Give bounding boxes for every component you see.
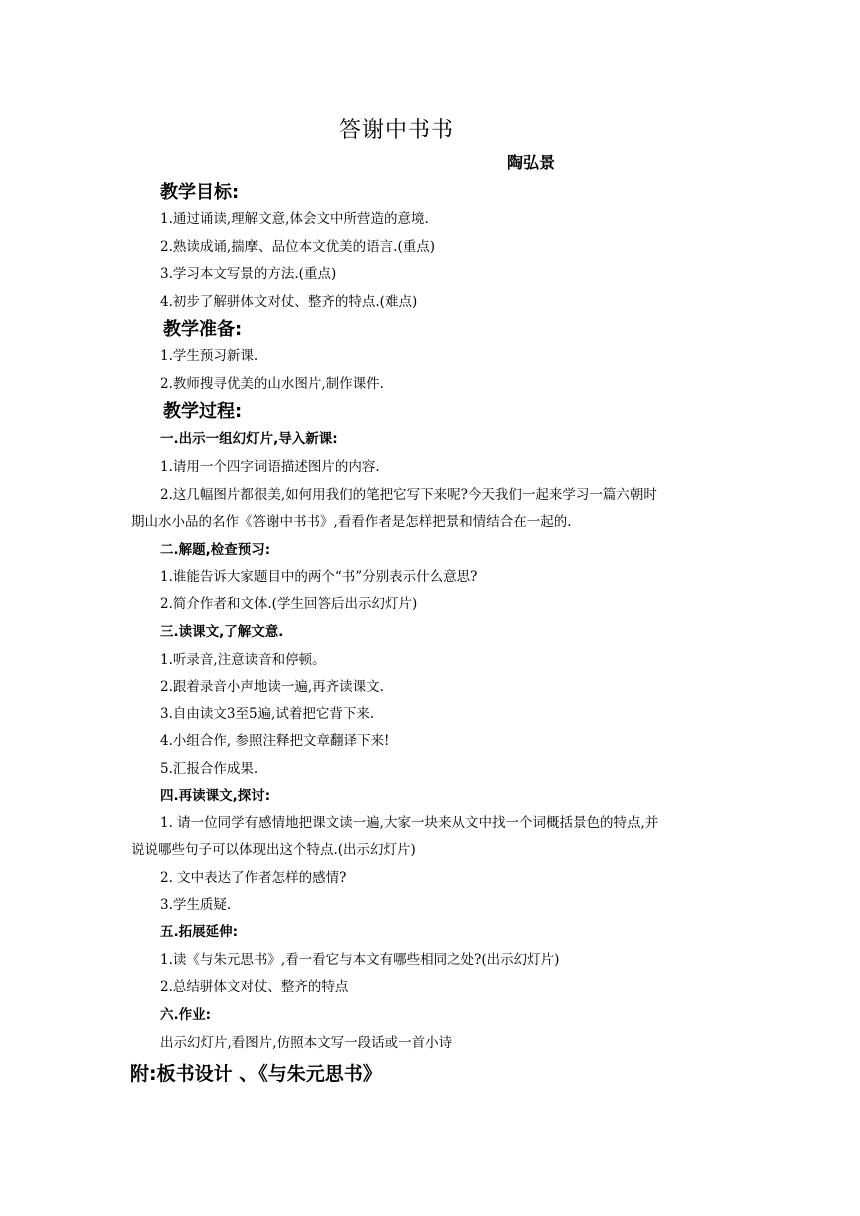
- process-heading: 教学过程:: [163, 401, 243, 422]
- appendix-heading: 附:板书设计 、《与朱元思书》: [130, 1063, 382, 1085]
- document-title: 答谢中书书: [339, 118, 455, 143]
- step-2-title: 二.解题,检查预习:: [160, 542, 271, 558]
- author-name: 陶弘景: [507, 153, 556, 172]
- step-4-line-3: 3.学生质疑.: [160, 897, 232, 913]
- step-4-line-2: 2. 文中表达了作者怎样的感情?: [160, 870, 347, 886]
- step-1-line-1: 1.请用一个四字词语描述图片的内容.: [160, 459, 380, 475]
- step-4-line-1a: 1. 请一位同学有感情地把课文读一遍,大家一块来从文中找一个词概括景色的特点,并: [160, 815, 659, 831]
- step-3-item-4: 4.小组合作, 参照注释把文章翻译下来!: [160, 733, 390, 749]
- step-4-title: 四.再读课文,探讨:: [160, 788, 271, 804]
- step-5-title: 五.拓展延伸:: [160, 924, 239, 940]
- prep-heading: 教学准备:: [163, 319, 243, 340]
- step-5-line-2: 2.总结骈体文对仗、整齐的特点: [160, 979, 349, 995]
- step-6-title: 六.作业:: [160, 1007, 212, 1023]
- step-3-title: 三.读课文,了解文意.: [160, 624, 284, 640]
- step-6-line-1: 出示幻灯片,看图片,仿照本文写一段话或一首小诗: [160, 1035, 453, 1051]
- step-2-line-1: 1.谁能告诉大家题目中的两个“书”分别表示什么意思?: [160, 569, 478, 585]
- step-3-item-3: 3.自由读文3至5遍,试着把它背下来.: [160, 706, 375, 722]
- step-1-line-2a: 2.这几幅图片都很美,如何用我们的笔把它写下来呢?今天我们一起来学习一篇六朝时: [160, 487, 657, 503]
- goal-item-3: 3.学习本文写景的方法.(重点): [160, 266, 337, 282]
- step-3-item-2: 2.跟着录音小声地读一遍,再齐读课文.: [160, 679, 384, 695]
- step-3-item-5: 5.汇报合作成果.: [160, 761, 259, 777]
- prep-item-2: 2.教师搜寻优美的山水图片,制作课件.: [160, 376, 384, 392]
- goal-item-1: 1.通过诵读,理解文意,体会文中所营造的意境.: [160, 211, 429, 227]
- step-4-line-1b: 说说哪些句子可以体现出这个特点.(出示幻灯片): [131, 842, 416, 858]
- step-2-line-2: 2.简介作者和文体.(学生回答后出示幻灯片): [160, 596, 418, 612]
- step-3-item-1: 1.听录音,注意读音和停顿。: [160, 652, 326, 668]
- goals-heading: 教学目标:: [160, 182, 240, 203]
- step-5-line-1: 1.读《与朱元思书》,看一看它与本文有哪些相同之处?(出示幻灯片): [160, 952, 560, 968]
- step-1-title: 一.出示一组幻灯片,导入新课:: [160, 431, 338, 447]
- step-1-line-2b: 期山水小品的名作《答谢中书书》,看看作者是怎样把景和情结合在一起的.: [131, 514, 572, 530]
- prep-item-1: 1.学生预习新课.: [160, 348, 259, 364]
- goal-item-4: 4.初步了解骈体文对仗、整齐的特点.(难点): [160, 294, 418, 310]
- goal-item-2: 2.熟读成诵,揣摩、品位本文优美的语言.(重点): [160, 239, 435, 255]
